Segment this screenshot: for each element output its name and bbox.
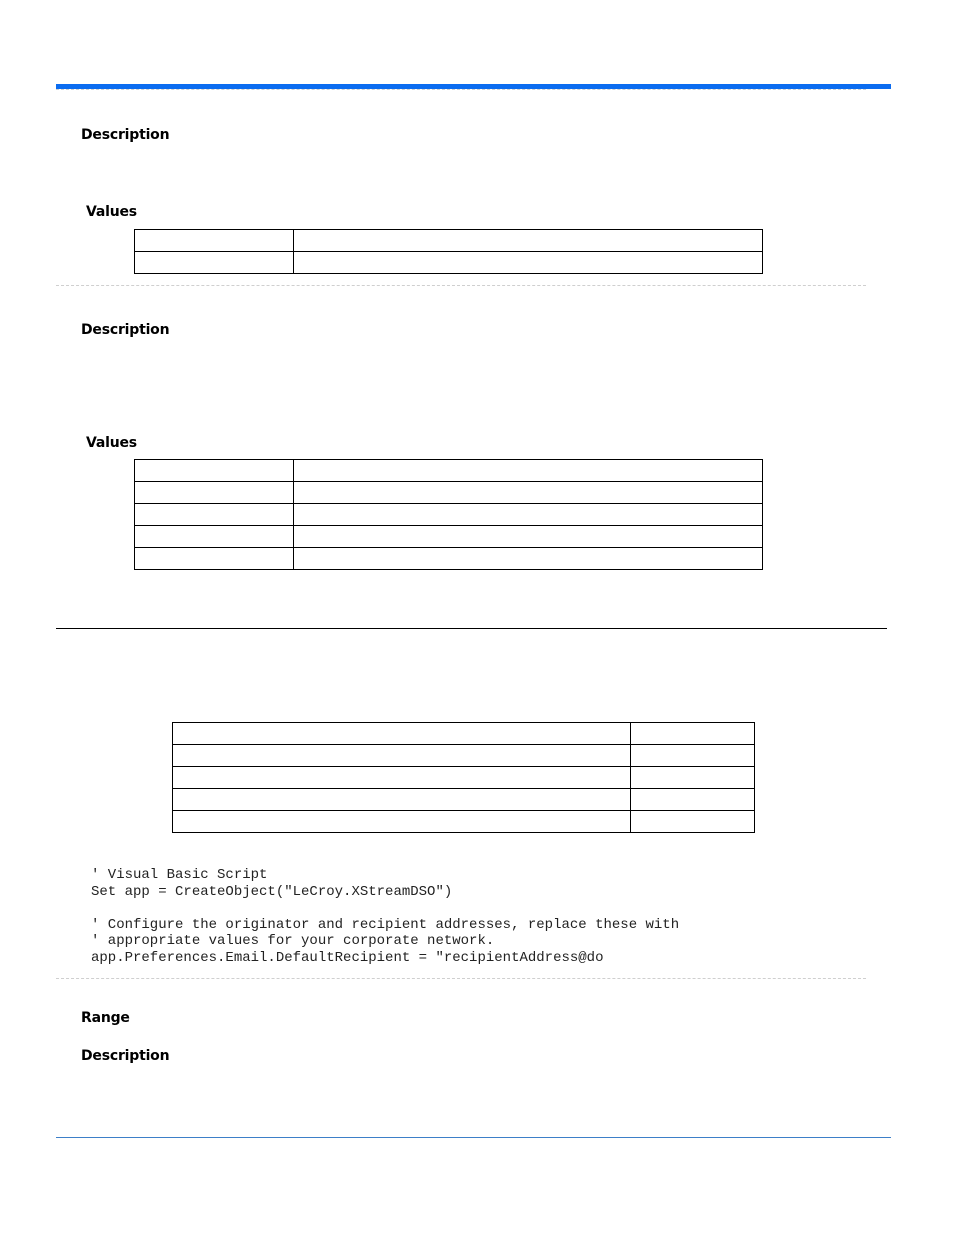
table-cell (173, 789, 631, 811)
table-cell (631, 723, 755, 745)
code-line: Set app = CreateObject("LeCroy.XStreamDSO") (91, 883, 453, 900)
table-cell (135, 504, 294, 526)
footer-rule (56, 1137, 891, 1138)
table-row (135, 504, 763, 526)
table-cell (631, 745, 755, 767)
table-row (135, 252, 763, 274)
table-cell (631, 811, 755, 833)
table-cell (173, 745, 631, 767)
section1-values-table (134, 229, 763, 274)
table-cell (631, 789, 755, 811)
table-cell (135, 460, 294, 482)
section-rule (56, 628, 887, 629)
code-line (91, 900, 679, 917)
section1-values-heading: Values (86, 204, 137, 220)
section1-description-heading: Description (81, 127, 170, 143)
range-heading: Range (81, 1010, 130, 1026)
table-cell (135, 252, 294, 274)
code-example (91, 867, 679, 967)
table-row (135, 526, 763, 548)
table-cell (294, 504, 763, 526)
section-divider (56, 285, 866, 286)
table-row (135, 460, 763, 482)
table-cell (294, 482, 763, 504)
table-cell (135, 548, 294, 570)
table-cell (294, 252, 763, 274)
code-line: ' Visual Basic Script (91, 867, 268, 883)
table-cell (631, 767, 755, 789)
table-row (173, 745, 755, 767)
table-cell (173, 811, 631, 833)
table-row (173, 789, 755, 811)
table-row (173, 811, 755, 833)
section3-table (172, 722, 755, 833)
section-divider (56, 978, 866, 979)
section2-values-table (134, 459, 763, 570)
table-cell (173, 767, 631, 789)
section2-description-heading: Description (81, 322, 170, 338)
code-line: ' Configure the originator and recipient addresses, replace these with (91, 916, 680, 933)
table-row (135, 548, 763, 570)
table-cell (294, 230, 763, 252)
code-line: ' appropriate values for your corporate network. (91, 933, 495, 950)
section2-values-heading: Values (86, 435, 137, 451)
code-line: app.Preferences.Email.DefaultRecipient = "recipientAddress@do (91, 949, 604, 966)
header-dashed-divider (56, 89, 866, 90)
table-cell (294, 548, 763, 570)
table-cell (135, 526, 294, 548)
table-row (173, 767, 755, 789)
table-cell (135, 482, 294, 504)
table-cell (294, 526, 763, 548)
table-row (135, 482, 763, 504)
table-cell (135, 230, 294, 252)
table-cell (294, 460, 763, 482)
section4-description-heading: Description (81, 1048, 170, 1064)
table-row (135, 230, 763, 252)
table-cell (173, 723, 631, 745)
table-row (173, 723, 755, 745)
